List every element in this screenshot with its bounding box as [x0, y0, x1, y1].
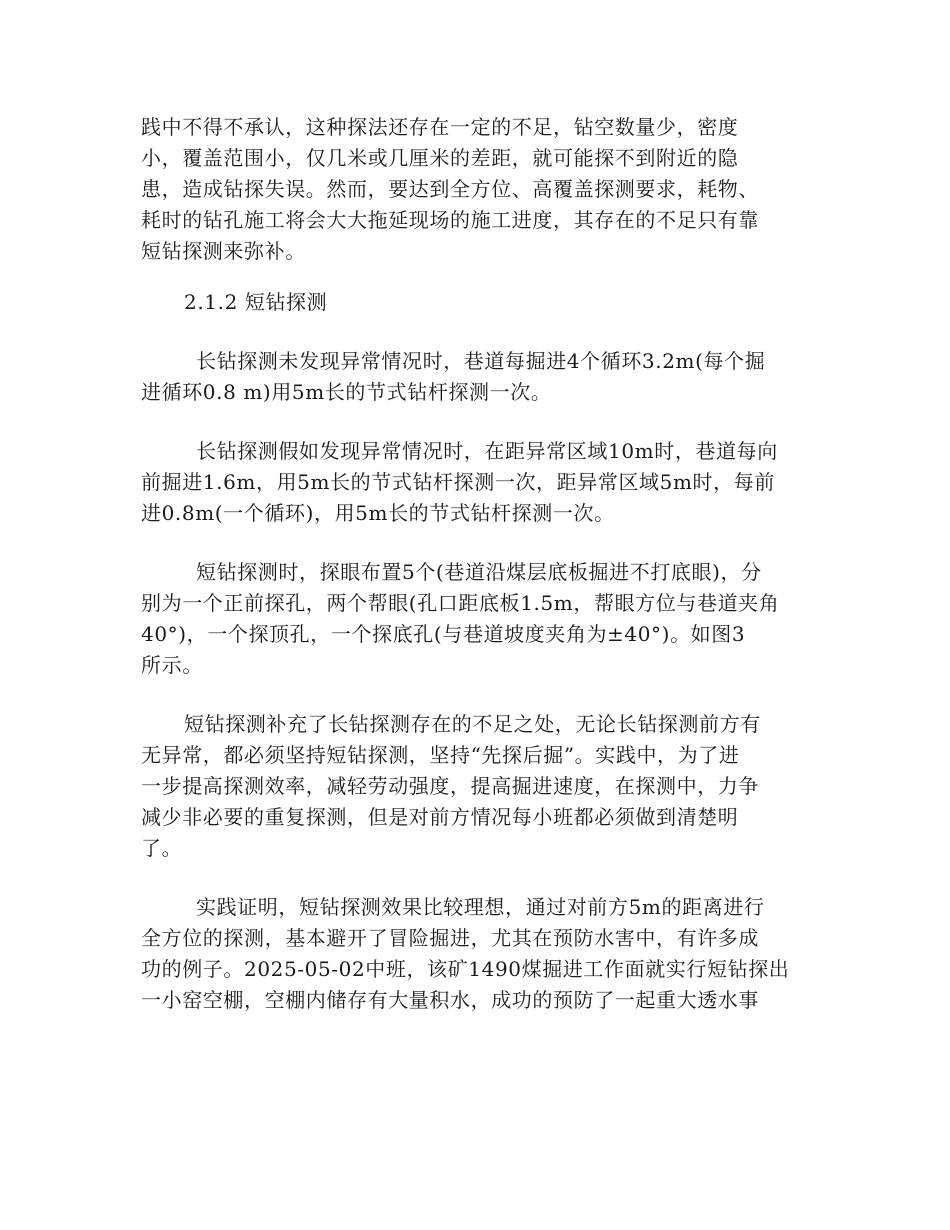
- text-line: 别为一个正前探孔，两个帮眼(孔口距底板1.5m，帮眼方位与巷道夹角: [141, 591, 780, 615]
- section-heading: [141, 287, 809, 318]
- text-line: 小，覆盖范围小，仅几米或几厘米的差距，就可能探不到附近的隐: [141, 146, 739, 170]
- text-line: 一步提高探测效率，减轻劳动强度，提高掘进速度，在探测中，力争: [141, 774, 759, 798]
- text-line: 功的例子。2025-05-02中班，该矿1490煤掘进工作面就实行短钻探出: [141, 957, 790, 981]
- text-line: 前掘进1.6m，用5m长的节式钻杆探测一次，距异常区域5m时，每前: [141, 470, 775, 494]
- paragraph-spacer: [141, 318, 809, 346]
- text-line: 实践证明，短钻探测效果比较理想，通过对前方5m的距离进行: [196, 895, 765, 919]
- paragraph-spacer: [141, 408, 809, 436]
- text-line: 长钻探测未发现异常情况时，巷道每掘进4个循环3.2m(每个掘: [196, 349, 766, 373]
- text-line: 践中不得不承认，这种探法还存在一定的不足，钻空数量少，密度: [141, 115, 739, 139]
- text-line: 全方位的探测，基本避开了冒险掘进，尤其在预防水害中，有许多成: [141, 926, 759, 950]
- paragraph-spacer: [141, 864, 809, 892]
- paragraph: [141, 112, 809, 267]
- paragraph-spacer: [141, 267, 809, 287]
- text-line: 短钻探测时，探眼布置5个(巷道沿煤层底板掘进不打底眼)，分: [196, 560, 762, 584]
- text-line: 40°)，一个探顶孔，一个探底孔(与巷道坡度夹角为±40°)。如图3: [141, 622, 746, 646]
- text-line: 无异常，都必须坚持短钻探测，坚持“先探后掘”。实践中，为了进: [141, 743, 740, 767]
- paragraph: [141, 346, 809, 408]
- text-line: 患，造成钻探失误。然而，要达到全方位、高覆盖探测要求，耗物、: [141, 177, 759, 201]
- text-line: 一小窑空棚，空棚内储存有大量积水，成功的预防了一起重大透水事: [141, 988, 759, 1012]
- text-line: 所示。: [141, 653, 203, 677]
- paragraph: [141, 436, 809, 529]
- paragraph-spacer: [141, 681, 809, 709]
- text-line: 减少非必要的重复探测，但是对前方情况每小班都必须做到清楚明: [141, 805, 739, 829]
- text-line: 短钻探测来弥补。: [141, 239, 306, 263]
- text-line: 进0.8m(一个循环)，用5m长的节式钻杆探测一次。: [141, 501, 615, 525]
- section-heading-text: 2.1.2 短钻探测: [184, 290, 328, 314]
- text-line: 短钻探测补充了长钻探测存在的不足之处，无论长钻探测前方有: [184, 712, 761, 736]
- document-body: [141, 112, 809, 1016]
- paragraph-spacer: [141, 529, 809, 557]
- text-line: 耗时的钻孔施工将会大大拖延现场的施工进度，其存在的不足只有靠: [141, 208, 759, 232]
- text-line: 了。: [141, 836, 183, 860]
- text-line: 进循环0.8 m)用5m长的节式钻杆探测一次。: [141, 380, 552, 404]
- paragraph: [141, 709, 809, 864]
- paragraph: [141, 892, 809, 1016]
- text-line: 长钻探测假如发现异常情况时，在距异常区域10m时，巷道每向: [196, 439, 778, 463]
- paragraph: [141, 557, 809, 681]
